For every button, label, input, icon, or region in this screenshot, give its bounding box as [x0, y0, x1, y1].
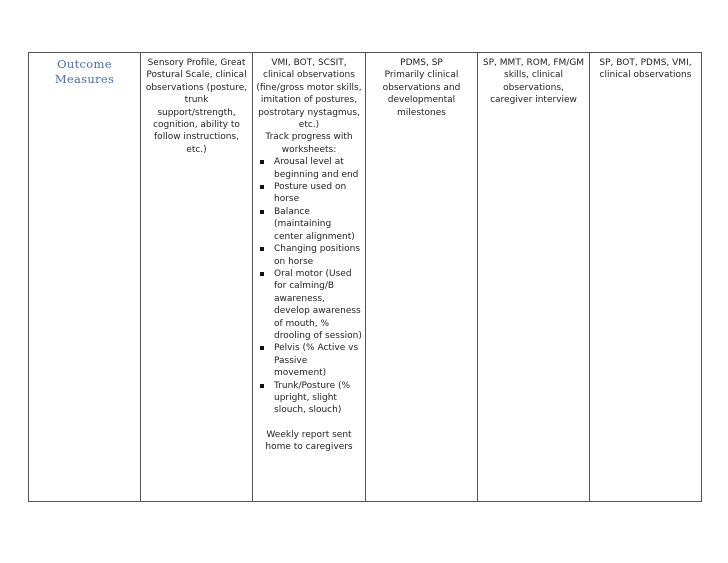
list-item: Posture used on horse [256, 181, 362, 206]
column-4-cell [478, 53, 590, 502]
column-2-track-heading: Track progress with worksheets: [265, 132, 353, 155]
worksheet-list [256, 156, 362, 417]
outcome-measures-table [28, 52, 702, 502]
spacer [256, 417, 362, 429]
outcome-measures-row [29, 53, 702, 502]
column-5-cell [590, 53, 702, 502]
column-4-text: SP, MMT, ROM, FM/GM skills, clinical observations, caregiver interview [482, 58, 585, 106]
column-2-intro: VMI, BOT, SCSIT, clinical observations (fine/gross motor skills, imitation of postures, postrotary nystagmus, etc.) [256, 58, 362, 131]
list-item: Balance (maintaining center alignment) [256, 206, 362, 243]
row-label-measures: Measures [54, 72, 115, 86]
row-label-outcome: Outcome [57, 57, 112, 71]
row-label-cell [29, 53, 141, 502]
column-3-line1: PDMS, SP [400, 58, 443, 68]
column-5-text: SP, BOT, PDMS, VMI, clinical observations [599, 58, 692, 81]
column-3-cell [366, 53, 478, 502]
list-item: Changing positions on horse [256, 243, 362, 268]
column-2-footer: Weekly report sent home to caregivers [265, 429, 353, 453]
list-item: Arousal level at beginning and end [256, 156, 362, 181]
column-1-cell [141, 53, 253, 502]
column-3-rest: Primarily clinical observations and developmental milestones [382, 70, 461, 118]
list-item: Oral motor (Used for calming/B awareness, develop awareness of mouth, % drooling of session) [256, 268, 362, 342]
column-2-cell [253, 53, 366, 502]
list-item: Pelvis (% Active vs Passive movement) [256, 342, 362, 379]
list-item: Trunk/Posture (% upright, slight slouch, slouch) [256, 380, 362, 417]
column-1-text: Sensory Profile, Great Postural Scale, clinical observations (posture, trunk support/strength, cognition, ability to follow instructions, etc.) [145, 58, 248, 155]
